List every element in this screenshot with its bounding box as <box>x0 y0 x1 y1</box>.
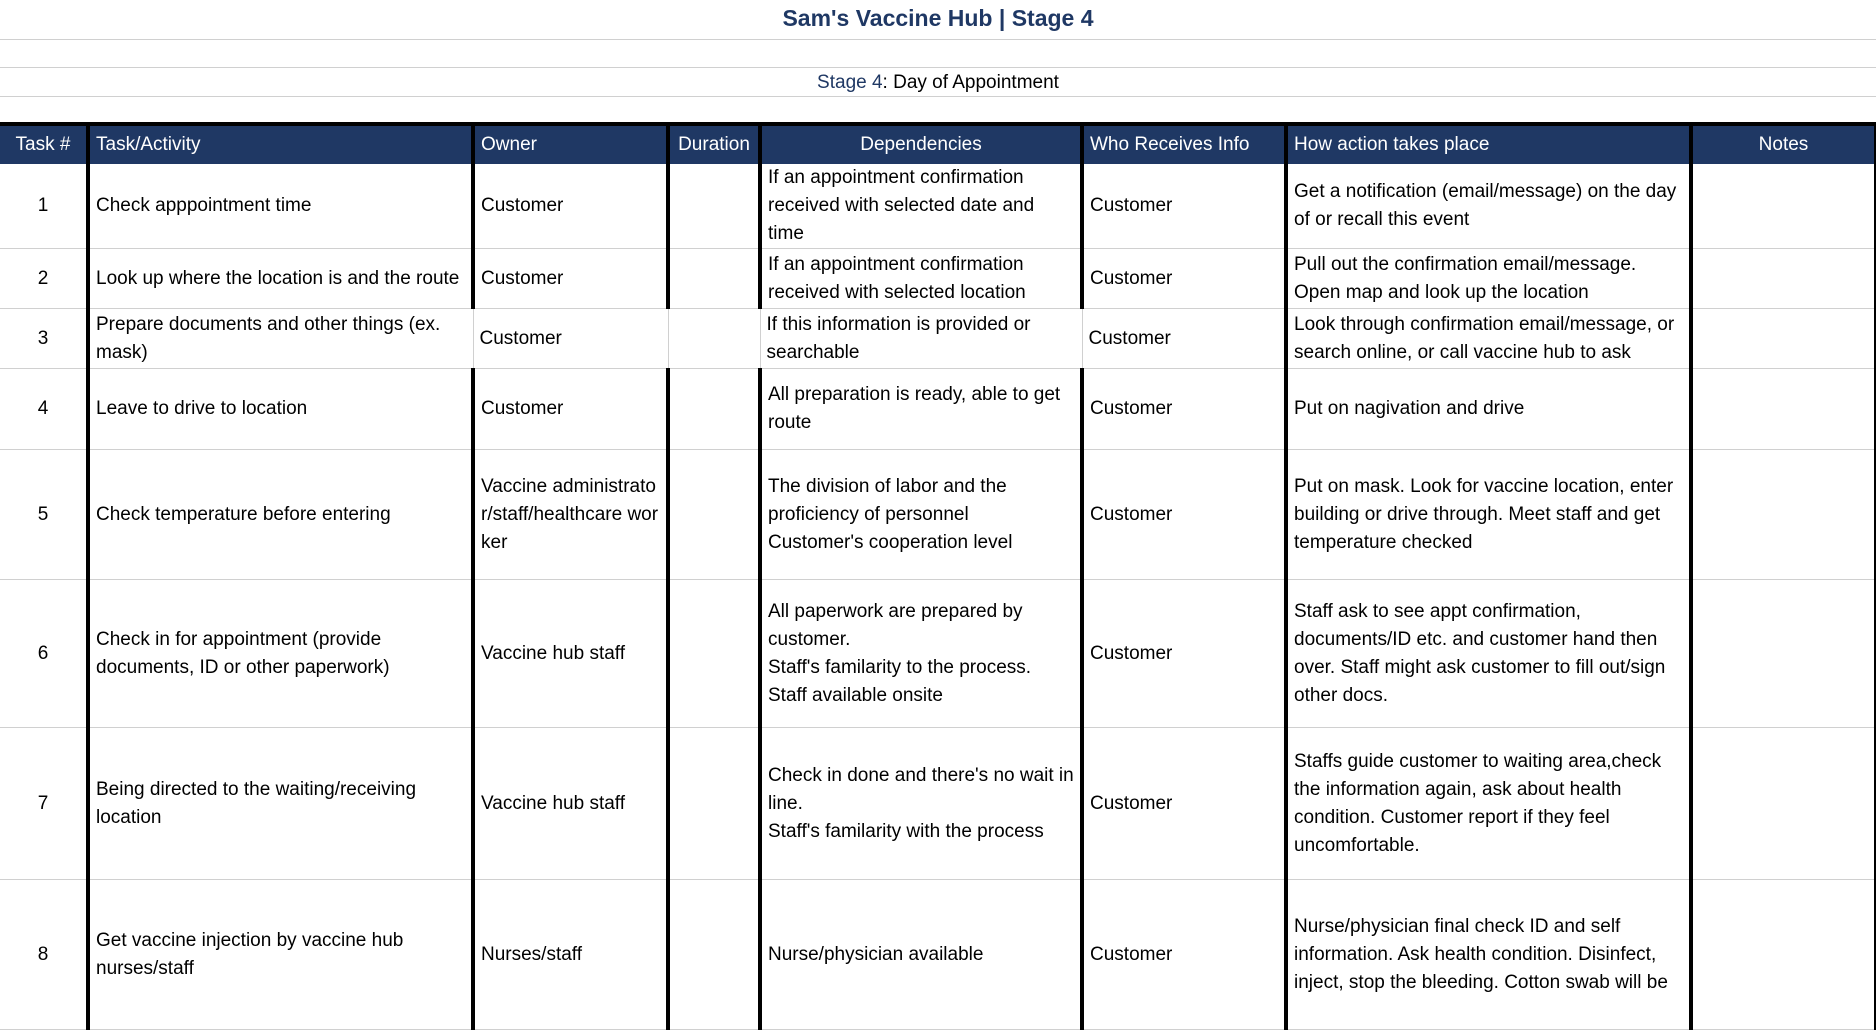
cell-duration[interactable] <box>668 249 760 309</box>
header-task-number[interactable]: Task # <box>0 124 88 164</box>
cell-owner[interactable]: Customer <box>473 164 668 249</box>
table-row <box>0 249 1876 309</box>
cell-task-number[interactable]: 2 <box>0 249 88 309</box>
cell-owner[interactable]: Vaccine hub staff <box>473 728 668 880</box>
cell-duration[interactable] <box>668 450 760 580</box>
cell-how-action-takes-place[interactable]: Put on nagivation and drive <box>1286 369 1691 450</box>
cell-owner[interactable]: Vaccine administrator/staff/healthcare worker <box>473 450 668 580</box>
cell-dependencies[interactable]: Nurse/physician available <box>760 880 1082 1030</box>
cell-who-receives-info[interactable]: Customer <box>1082 580 1286 728</box>
cell-who-receives-info[interactable]: Customer <box>1082 164 1286 249</box>
task-table <box>0 122 1876 1030</box>
cell-how-action-takes-place[interactable]: Staffs guide customer to waiting area,check the information again, ask about health condition. Customer report if they feel uncomfortable. <box>1286 728 1691 880</box>
cell-duration[interactable] <box>668 580 760 728</box>
cell-duration[interactable] <box>668 728 760 880</box>
header-task-activity[interactable]: Task/Activity <box>88 124 473 164</box>
cell-task-activity[interactable]: Check in for appointment (provide documents, ID or other paperwork) <box>88 580 473 728</box>
table-row <box>0 369 1876 450</box>
header-row <box>0 124 1876 164</box>
stage-name: Stage 4 <box>817 72 883 93</box>
cell-dependencies[interactable]: If an appointment confirmation received with selected date and time <box>760 164 1082 249</box>
cell-owner[interactable]: Vaccine hub staff <box>473 580 668 728</box>
cell-dependencies[interactable]: All paperwork are prepared by customer. Staff's familarity to the process. Staff available onsite <box>760 580 1082 728</box>
cell-owner[interactable]: Customer <box>473 309 668 369</box>
cell-task-activity[interactable]: Check temperature before entering <box>88 450 473 580</box>
cell-notes[interactable] <box>1691 309 1876 369</box>
cell-notes[interactable] <box>1691 880 1876 1030</box>
cell-notes[interactable] <box>1691 164 1876 249</box>
cell-task-activity[interactable]: Look up where the location is and the route <box>88 249 473 309</box>
cell-duration[interactable] <box>668 369 760 450</box>
cell-dependencies[interactable]: If an appointment confirmation received with selected location <box>760 249 1082 309</box>
cell-notes[interactable] <box>1691 369 1876 450</box>
cell-task-number[interactable]: 3 <box>0 309 88 369</box>
cell-task-number[interactable]: 8 <box>0 880 88 1030</box>
cell-how-action-takes-place[interactable]: Pull out the confirmation email/message. Open map and look up the location <box>1286 249 1691 309</box>
cell-who-receives-info[interactable]: Customer <box>1082 880 1286 1030</box>
cell-task-activity[interactable]: Check apppointment time <box>88 164 473 249</box>
cell-owner[interactable]: Nurses/staff <box>473 880 668 1030</box>
cell-notes[interactable] <box>1691 728 1876 880</box>
cell-task-number[interactable]: 1 <box>0 164 88 249</box>
cell-who-receives-info[interactable]: Customer <box>1082 249 1286 309</box>
cell-dependencies[interactable]: Check in done and there's no wait in line. Staff's familarity with the process <box>760 728 1082 880</box>
cell-task-activity[interactable]: Being directed to the waiting/receiving location <box>88 728 473 880</box>
table-row <box>0 728 1876 880</box>
header-owner[interactable]: Owner <box>473 124 668 164</box>
table-row <box>0 580 1876 728</box>
cell-how-action-takes-place[interactable]: Get a notification (email/message) on the day of or recall this event <box>1286 164 1691 249</box>
cell-dependencies[interactable]: All preparation is ready, able to get route <box>760 369 1082 450</box>
cell-owner[interactable]: Customer <box>473 369 668 450</box>
cell-notes[interactable] <box>1691 450 1876 580</box>
cell-how-action-takes-place[interactable]: Put on mask. Look for vaccine location, enter building or drive through. Meet staff and get temperature checked <box>1286 450 1691 580</box>
table-row <box>0 309 1876 369</box>
cell-task-number[interactable]: 6 <box>0 580 88 728</box>
cell-task-activity[interactable]: Prepare documents and other things (ex. mask) <box>88 309 473 369</box>
header-dependencies[interactable]: Dependencies <box>760 124 1082 164</box>
header-how-action-takes-place[interactable]: How action takes place <box>1286 124 1691 164</box>
header-duration[interactable]: Duration <box>668 124 760 164</box>
table-row <box>0 880 1876 1030</box>
sheet-title: Sam's Vaccine Hub | Stage 4 <box>0 0 1876 40</box>
cell-duration[interactable] <box>668 164 760 249</box>
cell-who-receives-info[interactable]: Customer <box>1082 369 1286 450</box>
cell-task-number[interactable]: 7 <box>0 728 88 880</box>
cell-dependencies[interactable]: The division of labor and the proficiency of personnel Customer's cooperation level <box>760 450 1082 580</box>
cell-notes[interactable] <box>1691 580 1876 728</box>
cell-task-number[interactable]: 5 <box>0 450 88 580</box>
cell-notes[interactable] <box>1691 249 1876 309</box>
stage-separator: : <box>882 72 888 93</box>
cell-duration[interactable] <box>668 880 760 1030</box>
cell-how-action-takes-place[interactable]: Look through confirmation email/message, or search online, or call vaccine hub to ask <box>1286 309 1691 369</box>
cell-who-receives-info[interactable]: Customer <box>1082 728 1286 880</box>
cell-task-number[interactable]: 4 <box>0 369 88 450</box>
table-row <box>0 450 1876 580</box>
cell-who-receives-info[interactable]: Customer <box>1082 450 1286 580</box>
spacer-row <box>0 40 1876 68</box>
cell-dependencies[interactable]: If this information is provided or searchable <box>760 309 1082 369</box>
cell-owner[interactable]: Customer <box>473 249 668 309</box>
cell-how-action-takes-place[interactable]: Staff ask to see appt confirmation, documents/ID etc. and customer hand then over. Staff might ask customer to fill out/sign other docs. <box>1286 580 1691 728</box>
cell-task-activity[interactable]: Leave to drive to location <box>88 369 473 450</box>
header-who-receives-info[interactable]: Who Receives Info <box>1082 124 1286 164</box>
stage-description: Day of Appointment <box>887 72 1059 93</box>
cell-how-action-takes-place[interactable]: Nurse/physician final check ID and self information. Ask health condition. Disinfect, inject, stop the bleeding. Cotton swab will be <box>1286 880 1691 1030</box>
table-row <box>0 164 1876 249</box>
stage-heading <box>0 68 1876 97</box>
cell-who-receives-info[interactable]: Customer <box>1082 309 1286 369</box>
cell-task-activity[interactable]: Get vaccine injection by vaccine hub nurses/staff <box>88 880 473 1030</box>
cell-duration[interactable] <box>668 309 760 369</box>
header-notes[interactable]: Notes <box>1691 124 1876 164</box>
